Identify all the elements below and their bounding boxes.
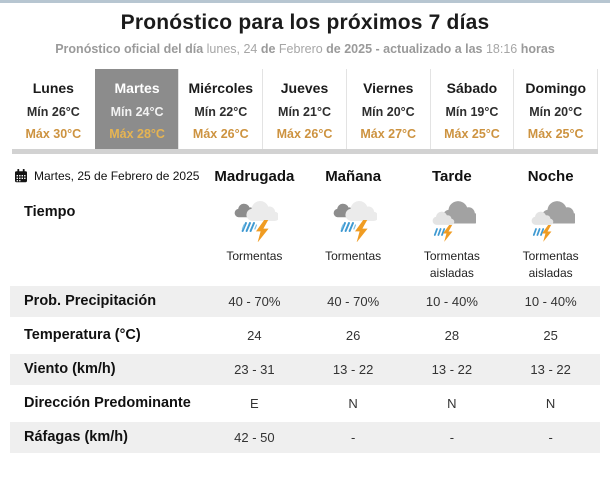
column-header-manana: Mañana — [325, 167, 382, 185]
cell-value: - — [350, 429, 356, 445]
isolated-storm-icon — [527, 198, 575, 247]
day-min-temp: Mín 22°C — [194, 105, 248, 119]
weather-row — [10, 198, 600, 283]
cell-value: 10 - 40% — [524, 293, 577, 309]
condition-label: Tormentas — [325, 249, 382, 263]
day-min-temp: Mín 24°C — [110, 105, 164, 119]
cell-value: - — [548, 429, 553, 445]
cell-value: 13 - 22 — [530, 361, 571, 377]
day-max-temp: Máx 25°C — [527, 127, 584, 141]
day-card-domingo[interactable] — [513, 69, 598, 149]
day-max-temp: Máx 25°C — [444, 127, 500, 141]
row-label-tiempo: Tiempo — [24, 204, 76, 220]
condition-label: Tormentas — [226, 249, 283, 263]
weather-cell-noche — [501, 198, 600, 283]
forecast-detail-table — [10, 154, 600, 453]
day-max-temp: Máx 26°C — [192, 127, 249, 141]
storm-icon — [230, 198, 278, 247]
subtitle-segment: Febrero — [278, 42, 327, 56]
day-name: Viernes — [363, 80, 414, 96]
subtitle-segment: de — [260, 42, 279, 56]
day-min-temp: Mín 20°C — [529, 105, 583, 119]
row-gusts — [10, 422, 600, 453]
day-card-lunes[interactable] — [12, 69, 95, 149]
column-header-madrugada: Madrugada — [214, 167, 295, 185]
row-wind-direction — [10, 388, 600, 419]
subtitle-segment: horas — [520, 42, 555, 56]
cell-value: 24 — [247, 327, 262, 343]
storm-icon — [329, 198, 377, 247]
week-day-strip — [12, 69, 598, 154]
row-label-gusts: Ráfagas (km/h) — [24, 429, 128, 446]
page-title: Pronóstico para los próximos 7 días — [120, 11, 490, 34]
subtitle-segment: lunes, 24 — [206, 42, 261, 56]
cell-value: 28 — [444, 327, 460, 343]
day-name: Miércoles — [188, 80, 254, 96]
day-card-miercoles[interactable] — [178, 69, 262, 149]
cell-value: 10 - 40% — [425, 293, 478, 309]
day-name: Sábado — [446, 80, 498, 96]
cell-value: N — [545, 395, 556, 411]
day-card-martes[interactable] — [95, 69, 179, 149]
row-precipitation — [10, 286, 600, 317]
day-max-temp: Máx 30°C — [25, 127, 82, 141]
day-name: Jueves — [280, 80, 329, 96]
day-min-temp: Mín 20°C — [361, 105, 415, 119]
cell-value: 40 - 70% — [228, 293, 281, 309]
row-wind — [10, 354, 600, 385]
detail-header-row — [10, 154, 600, 198]
day-min-temp: Mín 21°C — [278, 105, 331, 119]
column-header-noche: Noche — [527, 167, 574, 185]
day-card-sabado[interactable] — [430, 69, 514, 149]
row-label-wind-direction: Dirección Predominante — [24, 395, 191, 412]
subtitle-segment: de 2025 - actualizado a las — [326, 42, 486, 56]
day-card-viernes[interactable] — [346, 69, 430, 149]
cell-value: 25 — [543, 327, 558, 343]
cell-value: - — [449, 429, 455, 445]
row-label-precipitation: Prob. Precipitación — [24, 293, 157, 310]
cell-value: 13 - 22 — [332, 361, 374, 377]
condition-label: Tormentas aisladas — [522, 249, 579, 281]
forecast-date — [10, 169, 205, 183]
cell-value: N — [447, 395, 457, 411]
day-min-temp: Mín 19°C — [445, 105, 499, 119]
page-subtitle — [0, 42, 610, 56]
cell-value: 40 - 70% — [327, 293, 380, 309]
day-name: Martes — [114, 80, 160, 96]
row-temperature — [10, 320, 600, 351]
weather-cell-madrugada — [205, 198, 304, 265]
forecast-date-label: Martes, 25 de Febrero de 2025 — [34, 169, 200, 183]
weather-cell-tarde — [403, 198, 502, 283]
cell-value: 13 - 22 — [431, 361, 473, 377]
weather-cell-manana — [304, 198, 403, 265]
day-max-temp: Máx 27°C — [360, 127, 417, 141]
condition-label: Tormentas aisladas — [423, 249, 480, 281]
cell-value: N — [348, 395, 358, 411]
cell-value: 23 - 31 — [234, 361, 275, 377]
day-name: Domingo — [525, 80, 586, 96]
subtitle-segment: 18:16 — [485, 42, 521, 56]
cell-value: E — [250, 395, 259, 411]
day-max-temp: Máx 28°C — [109, 127, 165, 141]
isolated-storm-icon — [428, 198, 476, 247]
row-label-wind: Viento (km/h) — [24, 361, 116, 378]
column-header-tarde: Tarde — [432, 167, 472, 185]
calendar-icon — [14, 169, 28, 183]
cell-value: 42 - 50 — [234, 429, 275, 445]
day-name: Lunes — [32, 80, 74, 96]
cell-value: 26 — [345, 327, 361, 343]
day-min-temp: Mín 26°C — [26, 105, 80, 119]
day-card-jueves[interactable] — [262, 69, 346, 149]
subtitle-segment: Pronóstico oficial del día — [55, 42, 207, 56]
row-label-temperature: Temperatura (°C) — [24, 327, 141, 344]
day-max-temp: Máx 26°C — [276, 127, 333, 141]
